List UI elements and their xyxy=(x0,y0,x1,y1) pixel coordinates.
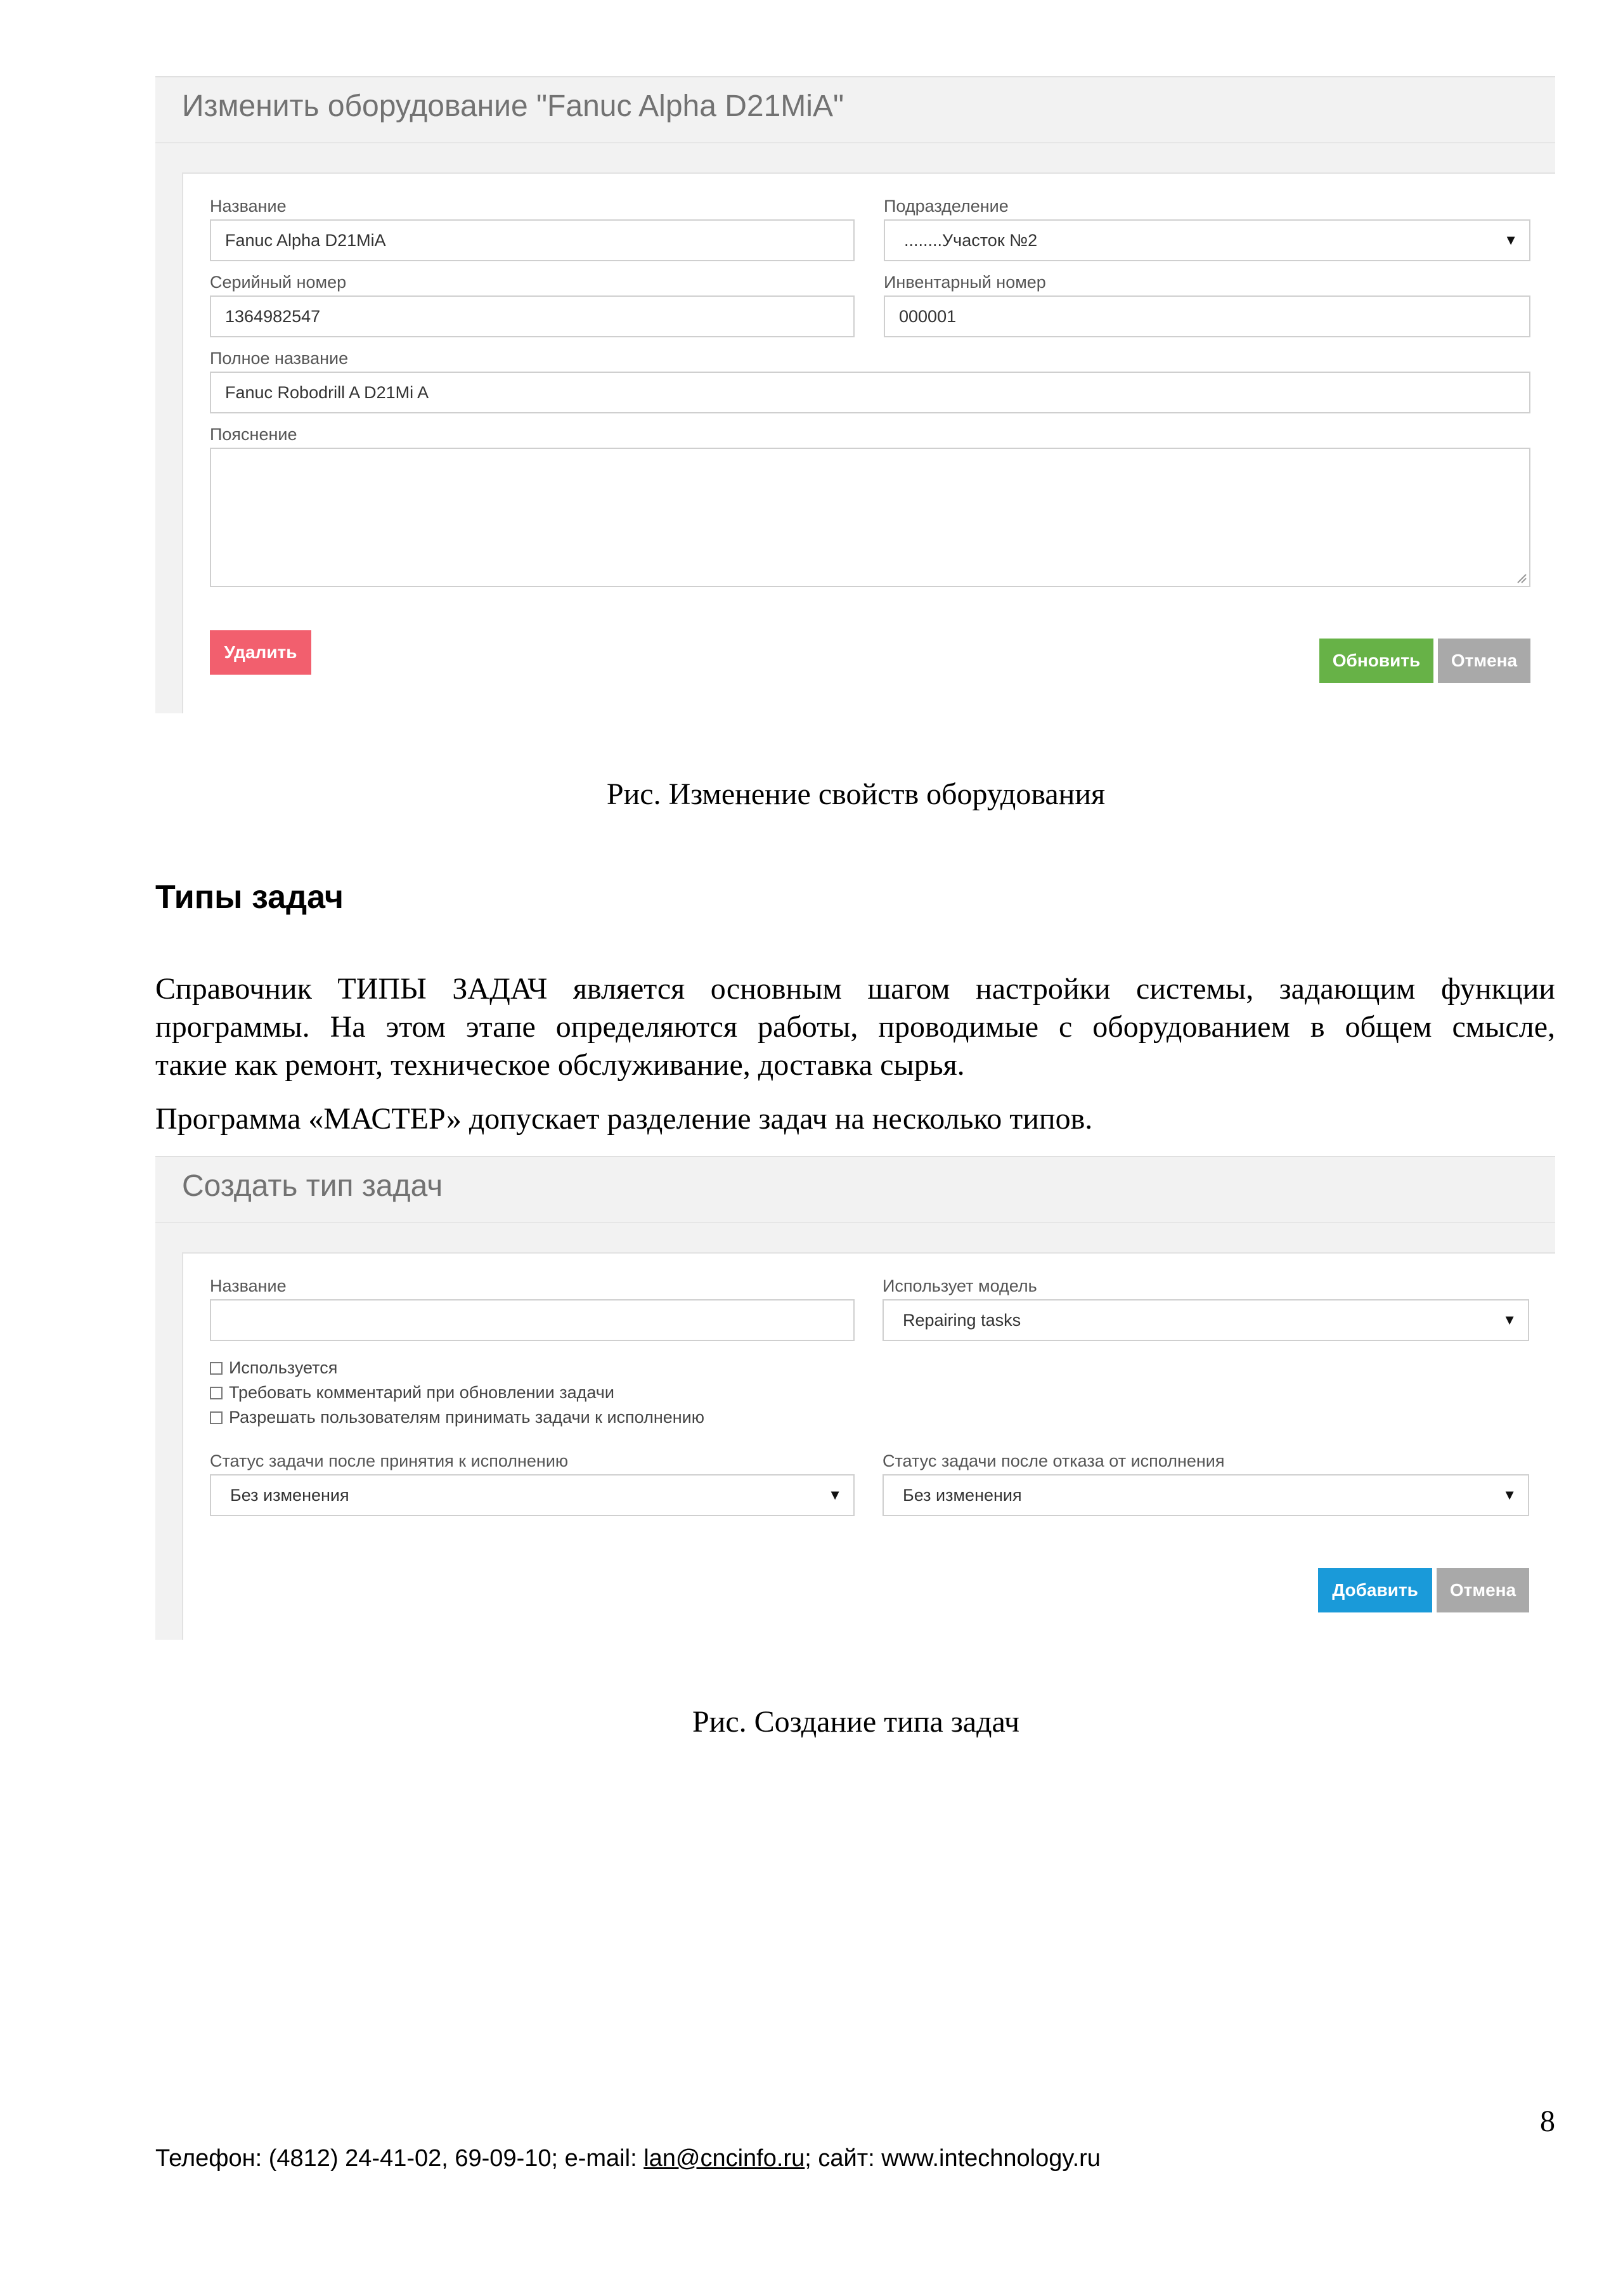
fullname-input[interactable]: Fanuc Robodrill A D21Mi A xyxy=(210,372,1530,413)
cancel-button[interactable]: Отмена xyxy=(1438,639,1530,683)
checkbox-icon[interactable] xyxy=(210,1387,223,1399)
checkbox-used-label: Используется xyxy=(229,1358,338,1377)
add-button[interactable]: Добавить xyxy=(1318,1568,1432,1612)
status-accept-select[interactable] xyxy=(210,1474,855,1516)
note-textarea[interactable] xyxy=(210,448,1530,587)
status-reject-label: Статус задачи после отказа от исполнения xyxy=(883,1451,1225,1470)
paragraph-line-2: программы. На этом этапе определяются работы, проводимые с оборудованием в общем смысле, xyxy=(155,1010,1555,1044)
status-reject-value: Без изменения xyxy=(903,1486,1022,1505)
chevron-down-icon: ▼ xyxy=(1503,1312,1516,1328)
create-task-type-panel xyxy=(155,1156,1555,1640)
status-accept-value: Без изменения xyxy=(230,1486,349,1505)
section-heading: Типы задач xyxy=(155,879,344,916)
footer-phone: Телефон: (4812) 24-41-02, 69-09-10; e-mail: xyxy=(155,2145,644,2172)
note-label: Пояснение xyxy=(210,425,297,444)
task-name-input[interactable] xyxy=(210,1299,855,1341)
footer-email-link[interactable]: lan@cncinfo.ru xyxy=(643,2145,805,2172)
paragraph-line-3: такие как ремонт, техническое обслуживание, доставка сырья. xyxy=(155,1048,965,1082)
status-reject-select[interactable] xyxy=(883,1474,1529,1516)
inventory-label: Инвентарный номер xyxy=(884,273,1046,292)
checkbox-require-comment[interactable] xyxy=(210,1383,614,1403)
checkbox-require-comment-label: Требовать комментарий при обновлении задачи xyxy=(229,1383,614,1402)
checkbox-used[interactable] xyxy=(210,1358,337,1378)
edit-panel-title: Изменить оборудование "Fanuc Alpha D21MiA" xyxy=(155,77,1555,143)
figure-caption-2: Рис. Создание типа задач xyxy=(692,1705,1020,1739)
edit-panel-body xyxy=(182,172,1555,713)
task-name-label: Название xyxy=(210,1276,287,1295)
chevron-down-icon: ▼ xyxy=(1503,1487,1516,1503)
checkbox-icon[interactable] xyxy=(210,1362,223,1375)
edit-equipment-panel xyxy=(155,76,1555,713)
checkbox-allow-accept-label: Разрешать пользователям принимать задачи к исполнению xyxy=(229,1408,705,1427)
page-number: 8 xyxy=(1540,2105,1555,2138)
chevron-down-icon: ▼ xyxy=(828,1487,842,1503)
figure-caption-1: Рис. Изменение свойств оборудования xyxy=(606,777,1106,811)
model-select[interactable] xyxy=(883,1299,1529,1341)
division-value: ........Участок №2 xyxy=(904,231,1038,250)
delete-button[interactable]: Удалить xyxy=(210,630,311,675)
model-label: Использует модель xyxy=(883,1276,1037,1295)
model-value: Repairing tasks xyxy=(903,1311,1021,1330)
division-select[interactable] xyxy=(884,219,1530,261)
checkbox-allow-accept[interactable] xyxy=(210,1408,704,1427)
update-button[interactable]: Обновить xyxy=(1319,639,1433,683)
checkbox-icon[interactable] xyxy=(210,1411,223,1424)
inventory-input[interactable]: 000001 xyxy=(884,295,1530,337)
resize-handle-icon[interactable] xyxy=(1515,572,1527,583)
footer-contacts xyxy=(155,2145,1101,2172)
serial-input[interactable]: 1364982547 xyxy=(210,295,855,337)
chevron-down-icon: ▼ xyxy=(1504,232,1518,248)
name-input[interactable]: Fanuc Alpha D21MiA xyxy=(210,219,855,261)
cancel-button[interactable]: Отмена xyxy=(1437,1568,1529,1612)
paragraph-line-1: Справочник ТИПЫ ЗАДАЧ является основным шагом настройки системы, задающим функции xyxy=(155,972,1555,1006)
status-accept-label: Статус задачи после принятия к исполнению xyxy=(210,1451,569,1470)
create-panel-title: Создать тип задач xyxy=(155,1157,1555,1223)
footer-site: ; сайт: www.intechnology.ru xyxy=(805,2145,1101,2172)
types-paragraph: Программа «МАСТЕР» допускает разделение задач на несколько типов. xyxy=(155,1102,1093,1136)
serial-label: Серийный номер xyxy=(210,273,347,292)
create-panel-body xyxy=(182,1252,1555,1640)
fullname-label: Полное название xyxy=(210,349,349,368)
name-label: Название xyxy=(210,197,287,216)
division-label: Подразделение xyxy=(884,197,1009,216)
